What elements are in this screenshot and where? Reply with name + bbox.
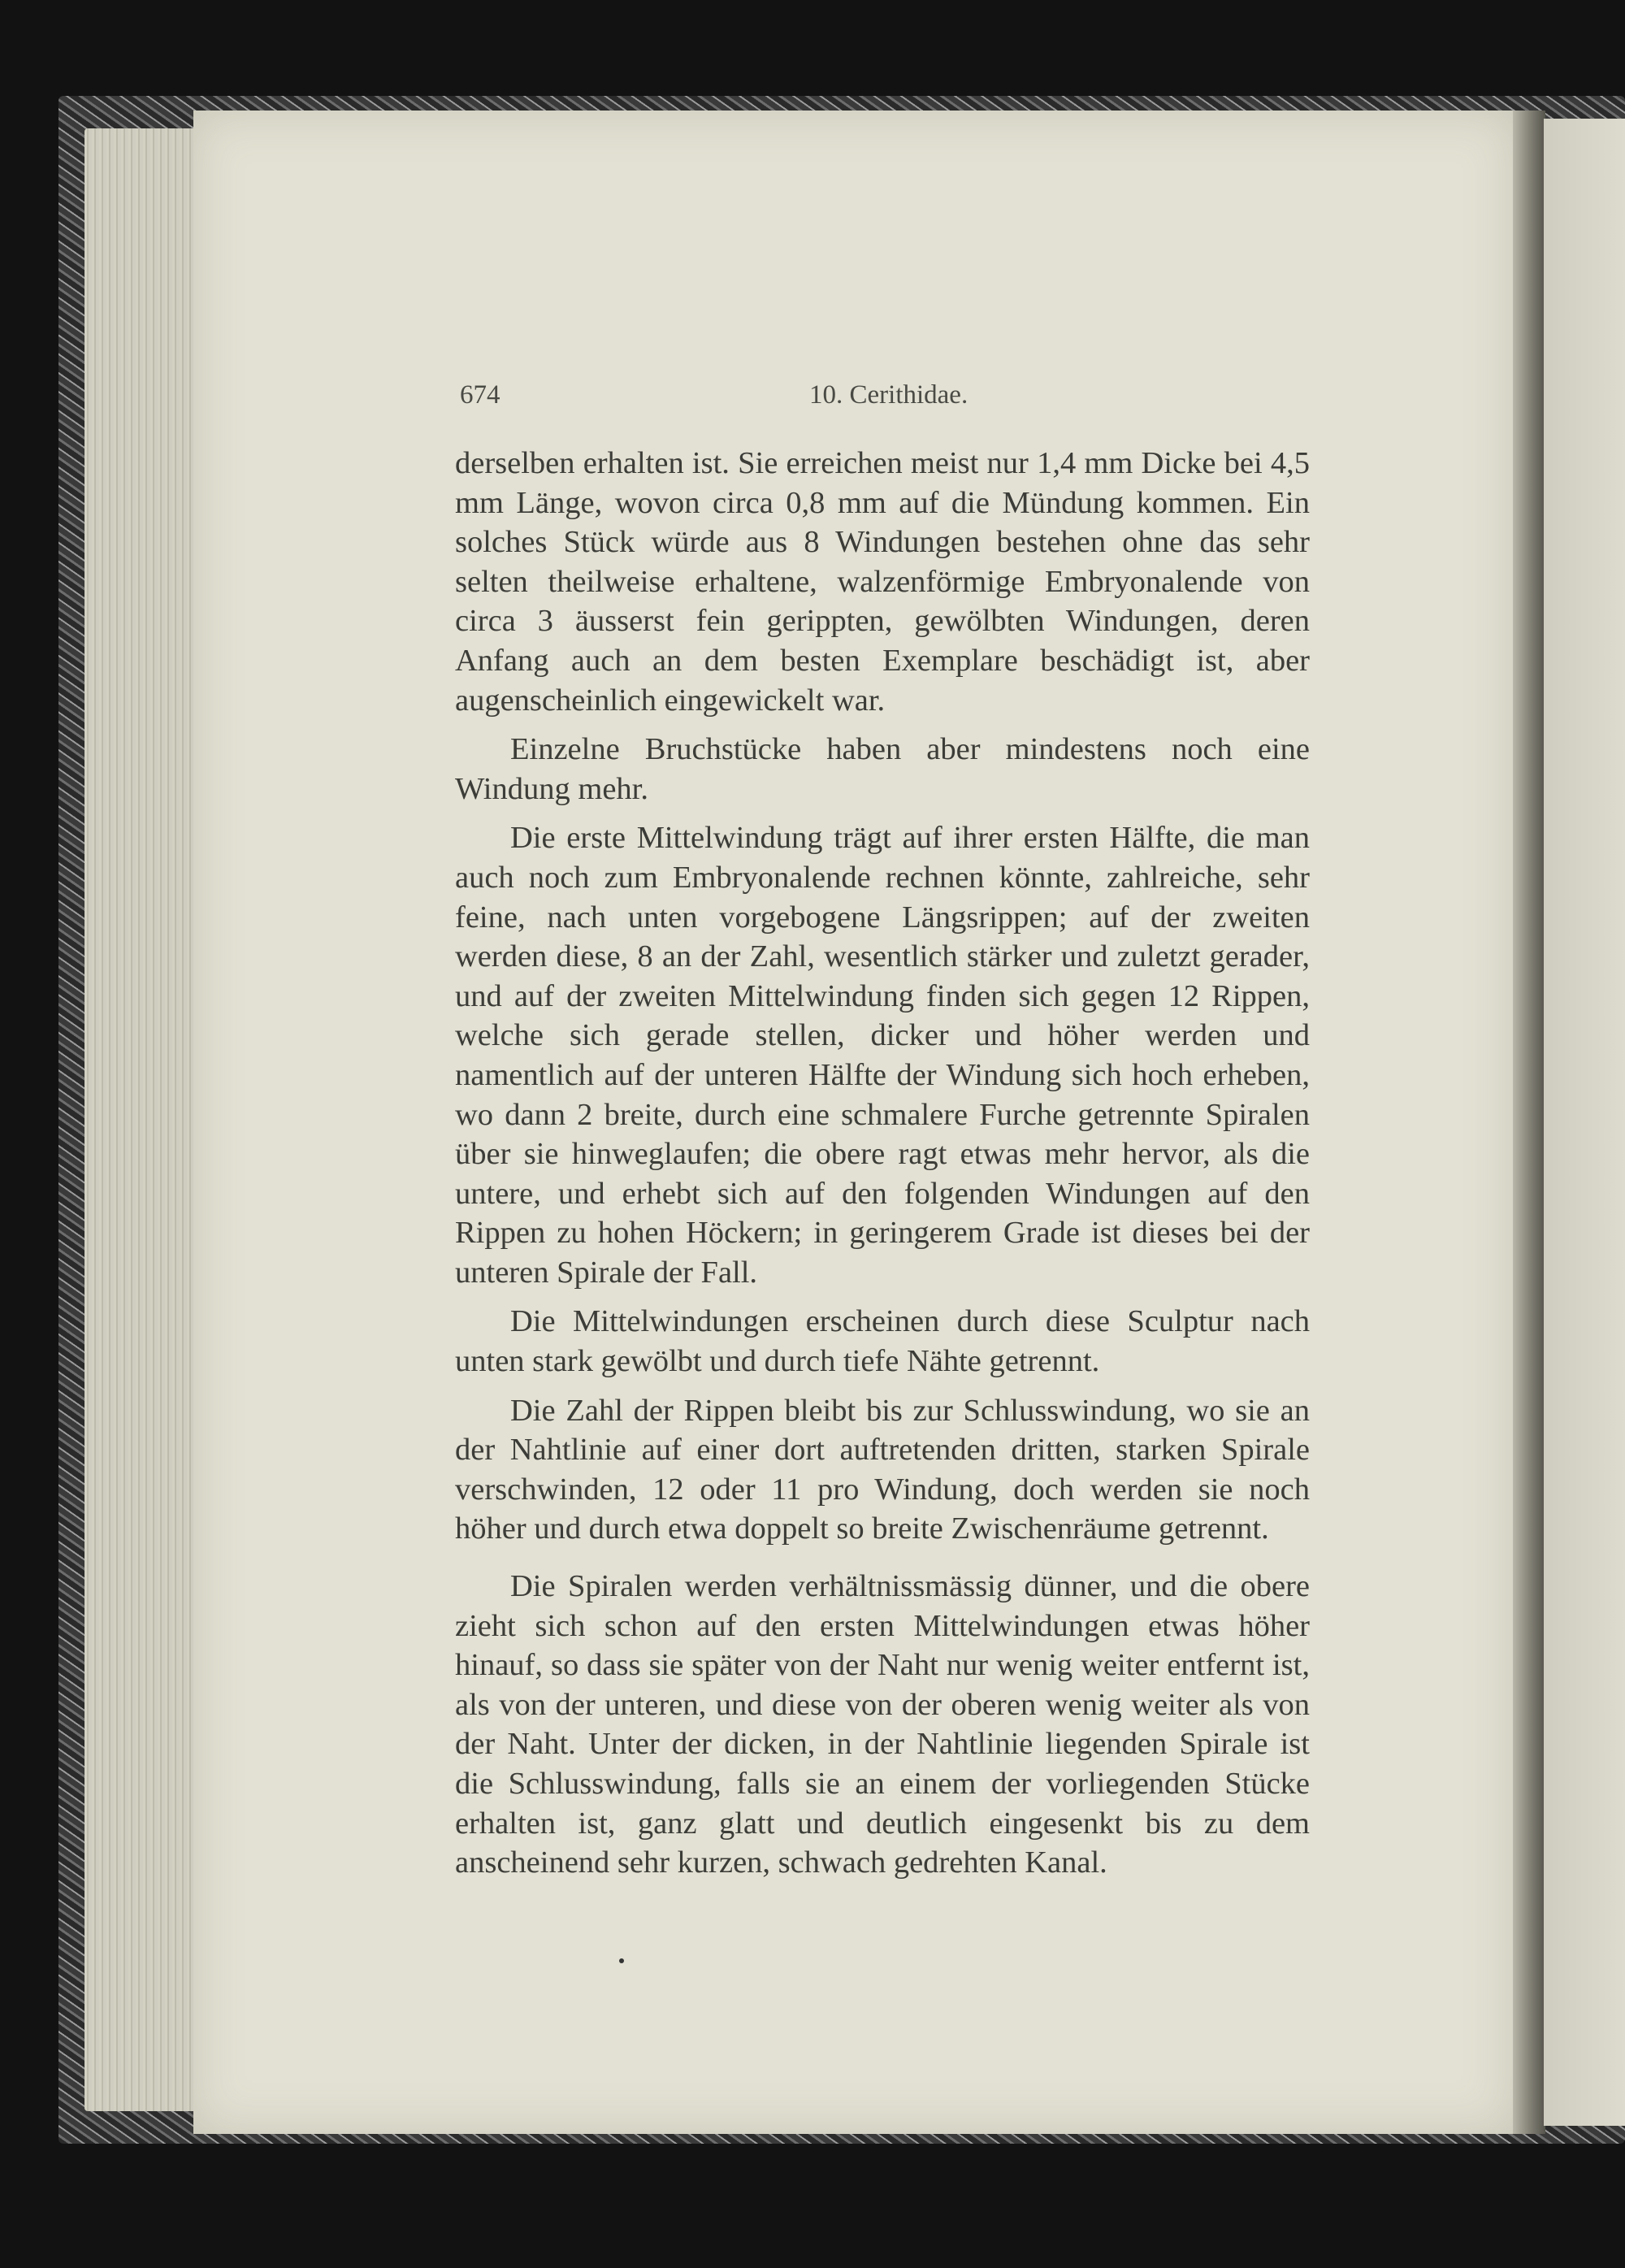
paragraph-4: Die Mittelwindungen erscheinen durch diese Sculptur nach unten stark gewölbt und durch tiefe Nähte getrennt.: [455, 1304, 1310, 1379]
paragraph-6: Die Spiralen werden verhältnissmässig dünner, und die obere zieht sich schon auf den ersten Mittelwindungen etwas höher hinauf, so dass sie später von der Naht nur wenig weiter entfernt ist, als von der unteren, und diese von der oberen wenig weiter als von der Naht. Unter der dicken, in der Nahtlinie liegenden Spirale ist die Schlusswindung, falls sie an einem der vorliegenden Stücke erhalten ist, ganz glatt und deutlich eingesenkt bis zu dem anscheinend sehr kurzen, schwach gedrehten Kanal.: [455, 1569, 1310, 1880]
section-title: 10. Cerithidae.: [809, 380, 968, 410]
paragraph-2: Einzelne Bruchstücke haben aber mindestens noch eine Windung mehr.: [455, 732, 1310, 806]
body-text: [455, 444, 1310, 1883]
page-edge-stack: [84, 128, 206, 2111]
paragraph-5: Die Zahl der Rippen bleibt bis zur Schlusswindung, wo sie an der Nahtlinie auf einer dort auftretenden dritten, starken Spirale verschwinden, 12 oder 11 pro Windung, doch werden sie noch höher und durch etwa doppelt so breite Zwischenräume getrennt.: [455, 1393, 1310, 1546]
page-number: 674: [460, 380, 500, 410]
book-gutter: [1513, 111, 1545, 2134]
ink-speck: [619, 1958, 624, 1963]
paragraph-1: derselben erhalten ist. Sie erreichen meist nur 1,4 mm Dicke bei 4,5 mm Länge, wovon circa 0,8 mm auf die Mündung kommen. Ein solches Stück würde aus 8 Windungen bestehen ohne das sehr selten theilweise erhaltene, walzenförmige Embryonalende von circa 3 äusserst fein gerippten, gewölbten Windungen, deren Anfang auch an dem besten Exemplare beschädigt ist, aber augenscheinlich eingewickelt war.: [455, 446, 1310, 718]
facing-page-edge: [1544, 119, 1625, 2126]
running-head: [460, 380, 1313, 421]
paragraph-3: Die erste Mittelwindung trägt auf ihrer ersten Hälfte, die man auch noch zum Embryonalende rechnen könnte, zahlreiche, sehr feine, nach unten vorgebogene Längsrippen; auf der zweiten werden diese, 8 an der Zahl, wesentlich stärker und zuletzt gerader, und auf der zweiten Mittelwindung finden sich gegen 12 Rippen, welche sich gerade stellen, dicker und höher werden und namentlich auf der unteren Hälfte der Windung sich hoch erheben, wo dann 2 breite, durch eine schmalere Furche getrennte Spiralen über sie hinweglaufen; die obere ragt etwas mehr hervor, als die untere, und erhebt sich auf den folgenden Windungen auf den Rippen zu hohen Höckern; in geringerem Grade ist dieses bei der unteren Spirale der Fall.: [455, 821, 1310, 1290]
